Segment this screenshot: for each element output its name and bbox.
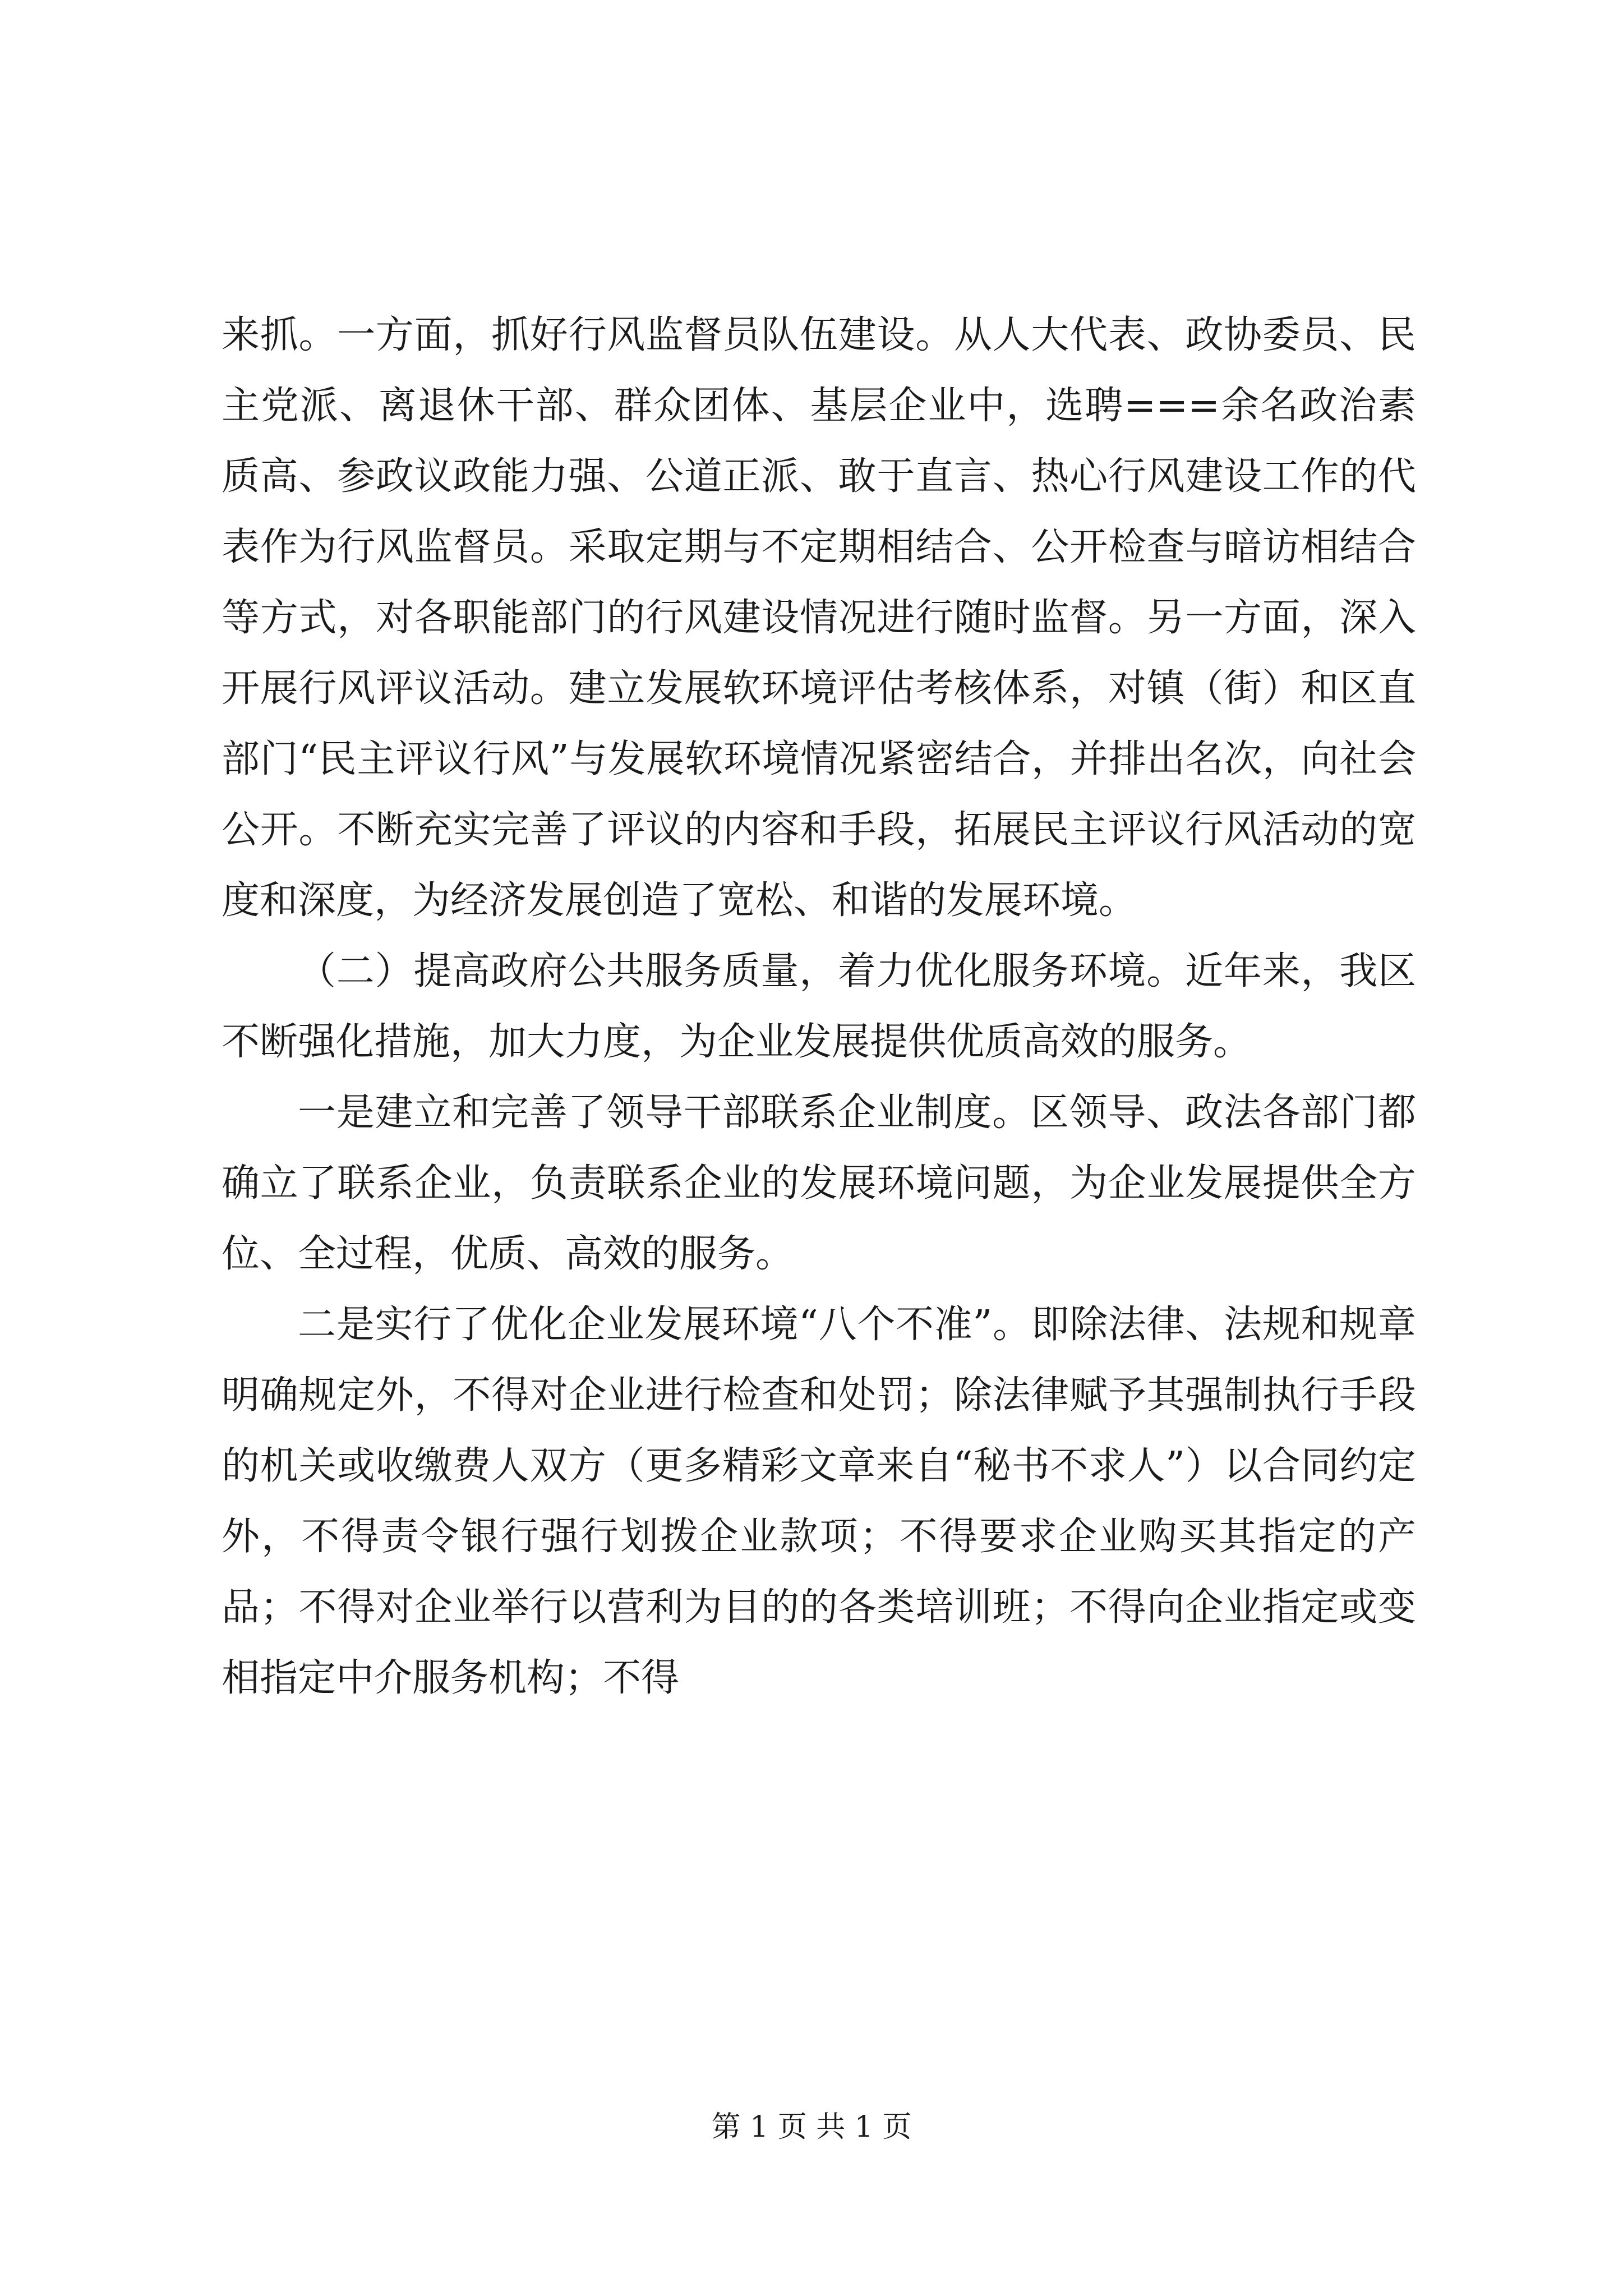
paragraph-item-two: 二是实行了优化企业发展环境“八个不准”。即除法律、法规和规章明确规定外，不得对企业进行检查和处罚；除法律赋予其强制执行手段的机关或收缴费人双方（更多精彩文章来自“秘书不求人”）以合同约定外，不得责令银行强行划拨企业款项；不得要求企业购买其指定的产品；不得对企业举行以营利为目的的各类培训班；不得向企业指定或变相指定中介服务机构；不得 — [222, 1303, 1416, 1700]
page-footer: 第 1 页 共 1 页 — [711, 2110, 912, 2144]
paragraph-section-two: （二）提高政府公共服务质量，着力优化服务环境。近年来，我区不断强化措施，加大力度，为企业发展提供优质高效的服务。 — [222, 949, 1416, 1064]
paragraph-continuation: 来抓。一方面，抓好行风监督员队伍建设。从人大代表、政协委员、民主党派、离退休干部、群众团体、基层企业中，选聘===余名政治素质高、参政议政能力强、公道正派、敢于直言、热心行风建设工作的代表作为行风监督员。采取定期与不定期相结合、公开检查与暗访相结合等方式，对各职能部门的行风建设情况进行随时监督。另一方面，深入开展行风评议活动。建立发展软环境评估考核体系，对镇（街）和区直部门“民主评议行风”与发展软环境情况紧密结合，并排出名次，向社会公开。不断充实完善了评议的内容和手段，拓展民主评议行风活动的宽度和深度，为经济发展创造了宽松、和谐的发展环境。 — [222, 313, 1416, 923]
document-body — [222, 300, 1416, 1714]
paragraph-item-one: 一是建立和完善了领导干部联系企业制度。区领导、政法各部门都确立了联系企业，负责联系企业的发展环境问题，为企业发展提供全方位、全过程，优质、高效的服务。 — [222, 1091, 1416, 1276]
